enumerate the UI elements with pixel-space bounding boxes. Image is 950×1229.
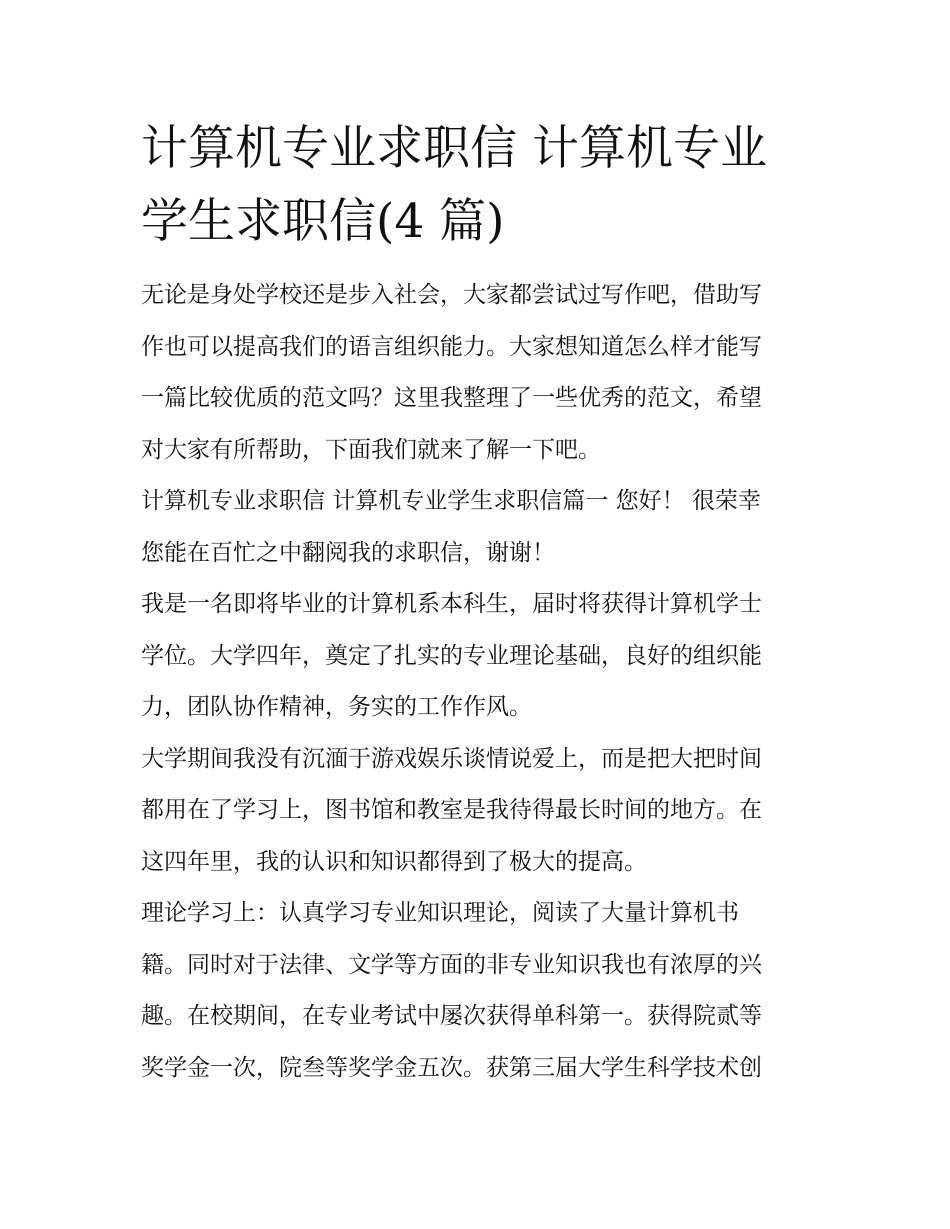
text-line: 奖学金一次，院叁等奖学金五次。获第三届大学生科学技术创	[141, 1054, 762, 1081]
paragraph-intro	[141, 270, 813, 476]
text-line: 对大家有所帮助，下面我们就来了解一下吧。	[141, 436, 601, 463]
paragraph-greeting	[141, 476, 813, 579]
paragraph-university	[141, 734, 813, 889]
title-line: 计算机专业求职信 计算机专业	[141, 121, 767, 176]
text-line: 一篇比较优质的范文吗？这里我整理了一些优秀的范文，希望	[141, 385, 762, 411]
document-title	[141, 112, 813, 258]
text-line: 您能在百忙之中翻阅我的求职信，谢谢！	[141, 539, 555, 566]
text-line: 理论学习上：认真学习专业知识理论，阅读了大量计算机书	[141, 900, 739, 926]
text-line: 趣。在校期间，在专业考试中屡次获得单科第一。获得院贰等	[141, 1003, 762, 1029]
paragraph-theory-study	[141, 888, 813, 1094]
paragraph-self-intro	[141, 579, 813, 734]
text-line: 籍。同时对于法律、文学等方面的非专业知识我也有浓厚的兴	[141, 951, 762, 978]
document-content	[141, 112, 813, 1094]
text-line: 都用在了学习上，图书馆和教室是我待得最长时间的地方。在	[141, 797, 762, 823]
text-line: 学位。大学四年，奠定了扎实的专业理论基础，良好的组织能	[141, 642, 762, 669]
text-line: 作也可以提高我们的语言组织能力。大家想知道怎么样才能写	[141, 333, 762, 360]
text-line: 大学期间我没有沉湎于游戏娱乐谈情说爱上，而是把大把时间	[141, 745, 762, 772]
text-line: 计算机专业求职信 计算机专业学生求职信篇一 您好！ 很荣幸	[141, 488, 761, 514]
text-line: 无论是身处学校还是步入社会，大家都尝试过写作吧，借助写	[141, 282, 762, 308]
document-body	[141, 270, 813, 1094]
text-line: 我是一名即将毕业的计算机系本科生，届时将获得计算机学士	[141, 591, 762, 617]
text-line: 力，团队协作精神，务实的工作作风。	[141, 694, 532, 720]
text-line: 这四年里，我的认识和知识都得到了极大的提高。	[141, 848, 647, 875]
title-line: 学生求职信(4 篇)	[141, 194, 505, 249]
